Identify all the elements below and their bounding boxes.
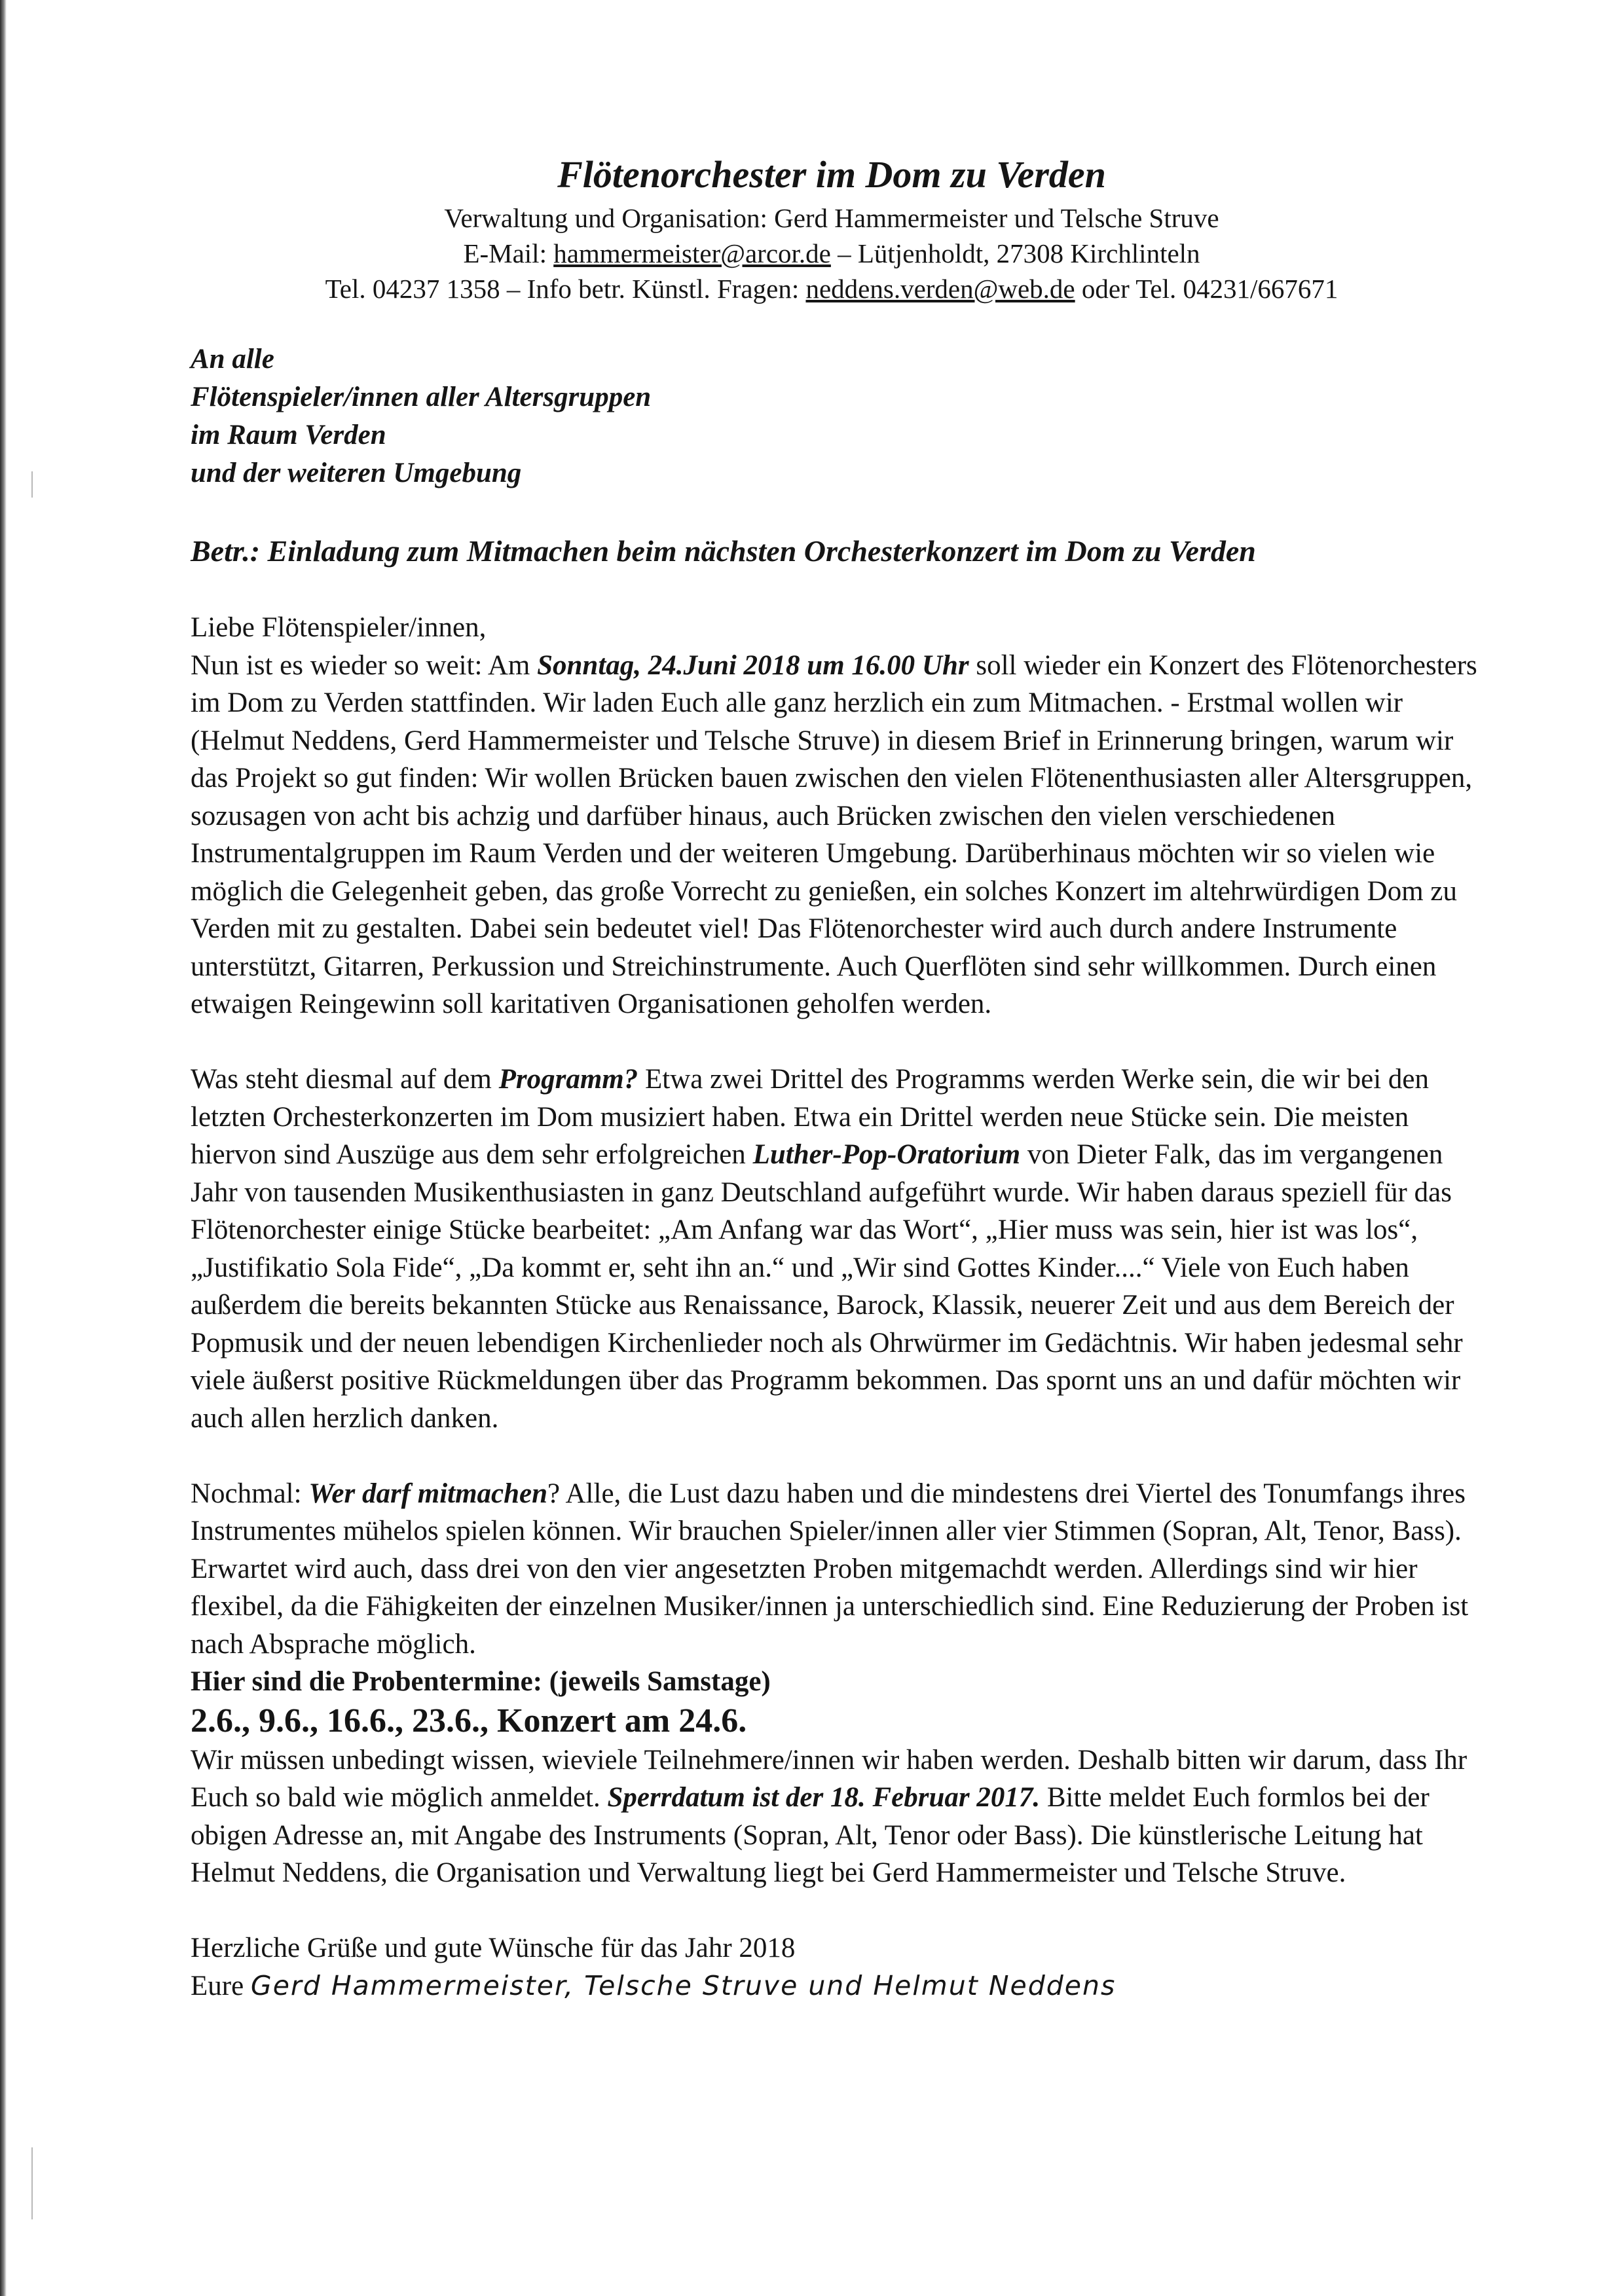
signoff	[191, 1967, 1481, 2005]
program-emphasis: Programm?	[498, 1064, 638, 1095]
paragraph-registration	[191, 1741, 1481, 1892]
oratorium-title: Luther-Pop-Oratorium	[752, 1139, 1021, 1170]
text-run: Nochmal:	[191, 1478, 309, 1509]
subject-line: Betr.: Einladung zum Mitmachen beim nächsten Orchesterkonzert im Dom zu Verden	[191, 534, 1256, 568]
signoff-prefix: Eure	[191, 1970, 251, 2001]
letter-body	[191, 609, 1481, 2005]
phone2-text: oder Tel. 04231/667671	[1075, 274, 1338, 304]
addressee-line: An alle	[191, 344, 274, 374]
text-run: Bitte meldet Euch formlos bei der obigen Adresse an, mit Angabe des Instruments (Sopran, Alt, Tenor oder Bass). Die künstlerische Leitung hat Helmut Neddens, die Organisation und Verwaltung liegt bei Gerd Hammermeister und Telsche Struve.	[191, 1782, 1430, 1888]
rehearsal-heading	[191, 1663, 1481, 1701]
letterhead-title: Flötenorchester im Dom zu Verden	[557, 153, 1106, 196]
text-run: von Dieter Falk, das im vergangenen Jahr von tausenden Musikenthusiasten in ganz Deutschland aufgeführt wurde. Wir haben daraus speziell für das Flötenorchester einige Stücke bearbeitet: „Am Anfang war das Wort“, „Hier muss was sein, hier ist was los“, „Justifikatio Sola Fide“, „Da kommt er, seht ihn an.“ und „Wir sind Gottes Kinder....“ Viele von Euch haben außerdem die bereits bekannten Stücke aus Renaissance, Barock, Klassik, neuerer Zeit und aus dem Bereich der Popmusik und der neuen lebendigen Kirchenlieder noch als Ohrwürmer im Gedächtnis. Wir haben jedesmal sehr viele äußerst positive Rückmeldungen über das Programm bekommen. Das spornt uns an und dafür möchten wir auch allen herzlich danken.	[191, 1139, 1463, 1434]
concert-date: Sonntag, 24.Juni 2018 um 16.00 Uhr	[537, 649, 969, 681]
greeting: Liebe Flötenspieler/innen,	[191, 612, 487, 643]
text-run: soll wieder ein Konzert des Flötenorchesters im Dom zu Verden stattfinden. Wir laden Euch alle ganz herzlich ein zum Mitmachen. - Erstmal wollen wir (Helmut Neddens, Gerd Hammermeister und Telsche Struve) in diesem Brief in Erinnerung bringen, warum wir das Projekt so gut finden: Wir wollen Brücken bauen zwischen den vielen Flötenenthusiasten aller Altersgruppen, sozusagen von acht bis achzig und darfüber hinaus, auch Brücken zwischen den vielen verschiedenen Instrumentalgruppen im Raum Verden und der weiteren Umgebung. Darüberhinaus möchten wir so vielen wie möglich die Gelegenheit geben, das große Vorrecht zu genießen, ein solches Konzert im altehrwürdigen Dom zu Verden mit zu gestalten. Dabei sein bedeutet viel! Das Flötenorchester wird auch durch andere Instrumente unterstützt, Gitarren, Perkussion und Streichinstrumente. Auch Querflöten sind sehr willkommen. Durch einen etwaigen Reingewinn soll karitativen Organisationen geholfen werden.	[191, 649, 1477, 1019]
letterhead-admin: Verwaltung und Organisation: Gerd Hammermeister und Telsche Struve	[444, 203, 1219, 233]
letterhead	[0, 149, 1624, 306]
letterhead-phone-line	[0, 271, 1624, 306]
email2-link[interactable]: neddens.verden@web.de	[805, 274, 1075, 304]
text-run: Etwa zwei Drittel des Programms werden Werke sein, die wir bei den letzten Orchesterkonzerten im Dom musiziert haben. Etwa ein Drittel werden neue Stücke sein. Die meisten hiervon sind Auszüge aus dem sehr erfolgreichen	[191, 1064, 1429, 1170]
text-run: Was steht diesmal auf dem	[191, 1064, 499, 1095]
text-run: ? Alle, die Lust dazu haben und die mindestens drei Viertel des Tonumfangs ihres Instrumentes mühelos spielen können. Wir brauchen Spieler/innen aller vier Stimmen (Sopran, Alt, Tenor, Bass). Erwartet wird auch, dass drei von den vier angesetzten Proben mitgemachdt werden. Allerdings sind wir hier flexibel, da die Fähigkeiten der einzelnen Musiker/innen ja unterschiedlich sind. Eine Reduzierung der Proben ist nach Absprache möglich.	[191, 1478, 1469, 1660]
text-run: Wir müssen unbedingt wissen, wieviele Teilnehmere/innen wir haben werden. Deshalb bitten wir darum, dass Ihr Euch so bald wie möglich anmeldet.	[191, 1744, 1467, 1813]
email-link[interactable]: hammermeister@arcor.de	[553, 238, 831, 268]
participation-emphasis: Wer darf mitmachen	[308, 1478, 548, 1509]
paragraph-participation	[191, 1475, 1481, 1664]
paragraph-program	[191, 1061, 1481, 1437]
closing: Herzliche Grüße und gute Wünsche für das Jahr 2018	[191, 1933, 796, 1963]
letterhead-email-line	[0, 236, 1624, 271]
deadline-date: Sperrdatum ist der 18. Februar 2017.	[607, 1782, 1041, 1813]
text-run: Nun ist es wieder so weit: Am	[191, 649, 538, 681]
signature: Gerd Hammermeister, Telsche Struve und Helmut Neddens	[250, 1969, 1116, 2001]
email-label: E-Mail:	[463, 238, 554, 268]
address-text: – Lütjenholdt, 27308 Kirchlinteln	[830, 238, 1200, 268]
rehearsal-dates: 2.6., 9.6., 16.6., 23.6., Konzert am 24.6.	[191, 1702, 747, 1740]
paragraph-concert	[191, 647, 1481, 1023]
addressee-line: und der weiteren Umgebung	[191, 458, 522, 488]
rehearsal-heading-text: Hier sind die Probentermine: (jeweils Samstage)	[191, 1666, 771, 1697]
addressee-block	[191, 340, 651, 492]
phone-text: Tel. 04237 1358 – Info betr. Künstl. Fragen:	[325, 274, 806, 304]
addressee-line: im Raum Verden	[191, 420, 386, 450]
addressee-line: Flötenspieler/innen aller Altersgruppen	[191, 382, 652, 412]
